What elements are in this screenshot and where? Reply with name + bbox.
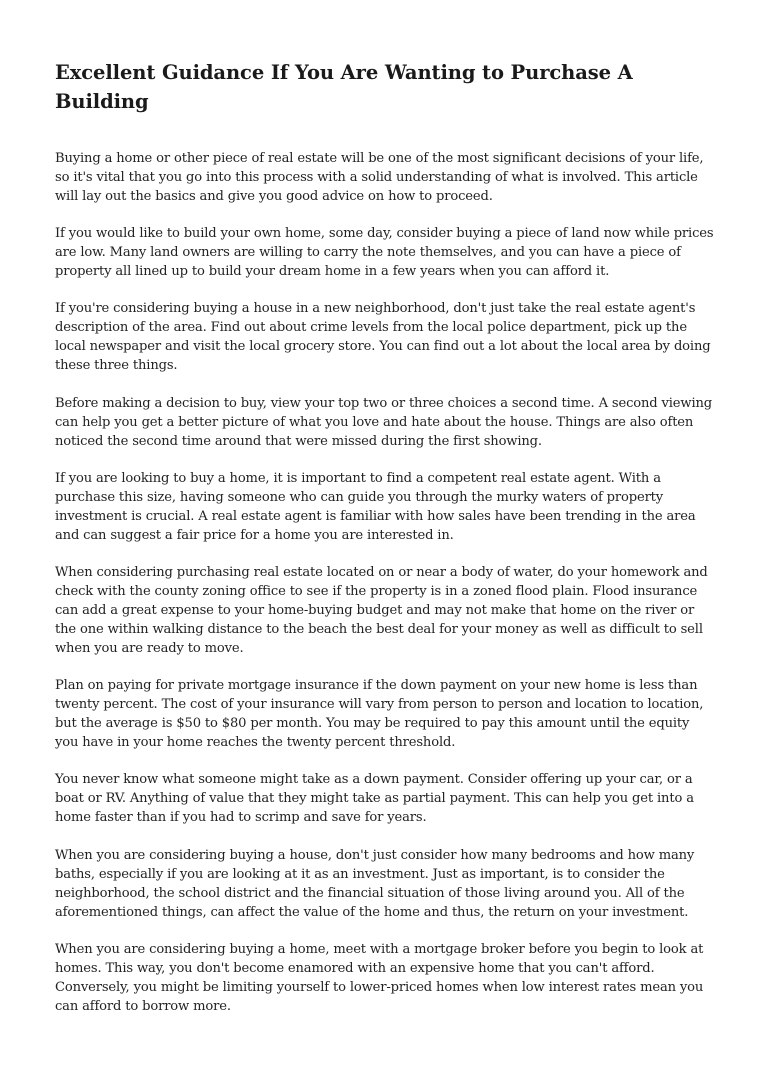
paragraph: Buying a home or other piece of real estate will be one of the most significant decisions of your life, so it's vital that you go into this process with a solid understanding of what is involved. This article will lay out the basics and give you good advice on how to proceed. [55,151,704,204]
document-page [55,58,715,1034]
paragraph: If you are looking to buy a home, it is important to find a competent real estate agent. With a purchase this size, having someone who can guide you through the murky waters of property investment is crucial. A real estate agent is familiar with how sales have been trending in the area and can suggest a fair price for a home you are interested in. [55,470,696,543]
document-title: Excellent Guidance If You Are Wanting to Purchase A Building [55,61,633,113]
paragraph: When you are considering buying a house, don't just consider how many bedrooms and how many baths, especially if you are looking at it as an investment. Just as important, is to consider the neighborhood, the school district and the financial situation of those living around you. All of the aforementioned things, can affect the value of the home and thus, the return on your investment. [55,847,695,920]
paragraph: Before making a decision to buy, view your top two or three choices a second time. A second viewing can help you get a better picture of what you love and hate about the house. Things are also often noticed the second time around that were missed during the first showing. [55,395,713,449]
paragraph: When you are considering buying a home, meet with a mortgage broker before you begin to look at homes. This way, you don't become enamored with an expensive home that you can't afford. Conversely, you might be limiting yourself to lower-priced homes when low interest rates mean you can afford to borrow more. [55,941,704,1014]
paragraph: When considering purchasing real estate located on or near a body of water, do your homework and check with the county zoning office to see if the property is in a zoned flood plain. Flood insurance can add a great expense to your home-buying budget and may not make that home on the river or the one within walking distance to the beach the best deal for your money as well as difficult to sell when you are ready to move. [55,564,708,656]
paragraph: You never know what someone might take as a down payment. Consider offering up your car, or a boat or RV. Anything of value that they might take as partial payment. This can help you get into a home faster than if you had to scrimp and save for years. [55,772,694,826]
paragraph: If you would like to build your own home, some day, consider buying a piece of land now while prices are low. Many land owners are willing to carry the note themselves, and you can have a piece of property all lined up to build your dream home in a few years when you can afford it. [55,226,714,280]
paragraph: If you're considering buying a house in a new neighborhood, don't just take the real estate agent's description of the area. Find out about crime levels from the local police department, pick up the local newspaper and visit the local grocery store. You can find out a lot about the local area by doing these three things. [55,301,711,374]
paragraph: Plan on paying for private mortgage insurance if the down payment on your new home is less than twenty percent. The cost of your insurance will vary from person to person and location to location, but the average is $50 to $80 per month. You may be required to pay this amount until the equity you have in your home reaches the twenty percent threshold. [55,678,704,751]
